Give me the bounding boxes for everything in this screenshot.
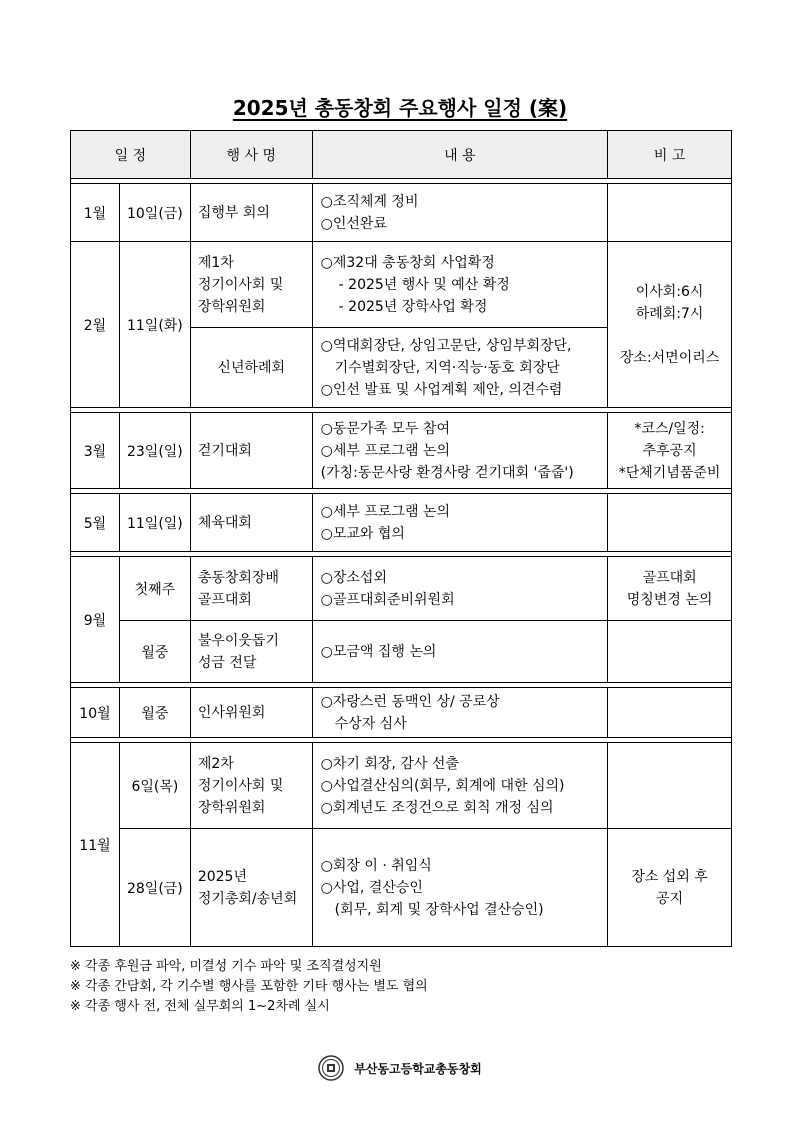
note-cell	[608, 184, 732, 242]
note-cell: *코스/일정: 추후공지 *단체기념품준비	[608, 413, 732, 489]
table-row	[71, 184, 732, 242]
day-cell: 11일(일)	[119, 494, 190, 552]
note-cell	[608, 621, 732, 683]
day-cell: 23일(일)	[119, 413, 190, 489]
table-row	[71, 494, 732, 552]
content-cell: ○역대회장단, 상임고문단, 상임부회장단, 기수별회장단, 지역·직능·동호 회장단 ○인선 발표 및 사업계획 제안, 의견수렴	[312, 328, 608, 408]
day-cell: 첫째주	[119, 557, 190, 621]
event-cell: 불우이웃돕기 성금 전달	[190, 621, 312, 683]
content-cell: ○동문가족 모두 참여 ○세부 프로그램 논의 (가칭:동문사랑 환경사랑 걷기대회 '줍줍')	[312, 413, 608, 489]
month-cell: 1월	[71, 184, 120, 242]
month-cell: 3월	[71, 413, 120, 489]
event-cell: 걷기대회	[190, 413, 312, 489]
table-row	[71, 557, 732, 621]
footnote-item: ※ 각종 행사 전, 전체 실무회의 1~2차례 실시	[70, 999, 330, 1014]
month-cell: 9월	[71, 557, 120, 683]
footnote-item: ※ 각종 후원금 파악, 미결성 기수 파악 및 조직결성지원	[70, 959, 382, 974]
event-cell: 제1차 정기이사회 및 장학위원회	[190, 242, 312, 328]
content-cell: ○세부 프로그램 논의 ○모교와 협의	[312, 494, 608, 552]
header-content: 내 용	[312, 131, 608, 179]
header-event: 행 사 명	[190, 131, 312, 179]
header-note: 비 고	[608, 131, 732, 179]
table-row	[71, 688, 732, 738]
footnote-item: ※ 각종 간담회, 각 기수별 행사를 포함한 기타 행사는 별도 협의	[70, 979, 428, 994]
day-cell: 28일(금)	[119, 829, 190, 947]
month-cell: 5월	[71, 494, 120, 552]
organization-name: 부산동고등학교총동창회	[354, 1062, 482, 1076]
school-seal-icon	[318, 1055, 344, 1084]
content-cell: ○회장 이 · 취임식 ○사업, 결산승인 (회무, 회계 및 장학사업 결산승인)	[312, 829, 608, 947]
content-cell: ○모금액 집행 논의	[312, 621, 608, 683]
event-cell: 2025년 정기총회/송년회	[190, 829, 312, 947]
note-cell: 골프대회 명칭변경 논의	[608, 557, 732, 621]
note-cell: 장소 섭외 후 공지	[608, 829, 732, 947]
note-cell	[608, 743, 732, 829]
table-row	[71, 621, 732, 683]
table-header-row	[71, 131, 732, 179]
note-cell	[608, 494, 732, 552]
note-cell	[608, 688, 732, 738]
footnotes	[70, 957, 428, 1017]
month-cell: 10월	[71, 688, 120, 738]
table-row	[71, 413, 732, 489]
table-row	[71, 829, 732, 947]
day-cell: 6일(목)	[119, 743, 190, 829]
table-row	[71, 743, 732, 829]
note-cell: 이사회:6시 하례회:7시 장소:서면이리스	[608, 242, 732, 408]
event-cell: 체육대회	[190, 494, 312, 552]
content-cell: ○장소섭외 ○골프대회준비위원회	[312, 557, 608, 621]
schedule-table	[70, 130, 732, 947]
organization-footer	[0, 1055, 800, 1084]
month-cell: 11월	[71, 743, 120, 947]
content-cell: ○조직체계 정비 ○인선완료	[312, 184, 608, 242]
event-cell: 집행부 회의	[190, 184, 312, 242]
event-cell: 총동창회장배 골프대회	[190, 557, 312, 621]
content-cell: ○차기 회장, 감사 선출 ○사업결산심의(회무, 회계에 대한 심의) ○회계년도 조정건으로 회칙 개정 심의	[312, 743, 608, 829]
content-cell: ○제32대 총동창회 사업확정 - 2025년 행사 및 예산 확정 - 2025년 장학사업 확정	[312, 242, 608, 328]
day-cell: 11일(화)	[119, 242, 190, 408]
event-cell: 신년하례회	[190, 328, 312, 408]
content-cell: ○자랑스런 동맥인 상/ 공로상 수상자 심사	[312, 688, 608, 738]
event-cell: 제2차 정기이사회 및 장학위원회	[190, 743, 312, 829]
day-cell: 10일(금)	[119, 184, 190, 242]
day-cell: 월중	[119, 621, 190, 683]
month-cell: 2월	[71, 242, 120, 408]
day-cell: 월중	[119, 688, 190, 738]
table-row	[71, 242, 732, 328]
event-cell: 인사위원회	[190, 688, 312, 738]
header-schedule: 일 정	[71, 131, 191, 179]
page-title: 2025년 총동창회 주요행사 일정 (案)	[232, 96, 568, 120]
